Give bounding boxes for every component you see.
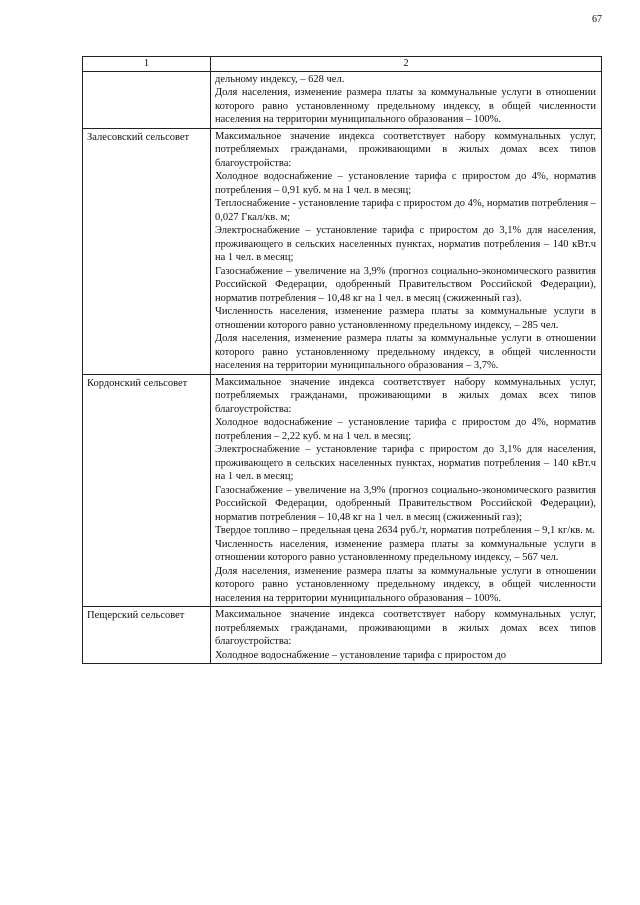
paragraph: Численность населения, изменение размера платы за коммунальные услуги в отношении которого равно установленному предельному индексу, – 567 чел.: [215, 538, 596, 563]
paragraph: Доля населения, изменение размера платы за коммунальные услуги в отношении которого равно установленному предельному индексу, в общей численности населения на территории муниципального образования – 3,7%.: [215, 333, 596, 371]
column-header-1: 1: [83, 57, 211, 72]
table-row: [83, 607, 602, 664]
table-row: [83, 128, 602, 374]
paragraph: Электроснабжение – установление тарифа с приростом до 3,1% для населения, проживающего в сельских населенных пунктах, норматив потребления – 140 кВт.ч на 1 чел. в месяц;: [215, 225, 596, 263]
paragraph: Холодное водоснабжение – установление тарифа с приростом до 4%, норматив потребления – 2,22 куб. м на 1 чел. в месяц;: [215, 417, 596, 442]
paragraph: Теплоснабжение - установление тарифа с приростом до 4%, норматив потребления – 0,027 Гкал/кв. м;: [215, 198, 596, 223]
page-number: 67: [592, 14, 602, 25]
municipality-description: [211, 128, 602, 374]
municipality-description: [211, 374, 602, 607]
paragraph: дельному индексу, – 628 чел.: [215, 73, 345, 85]
indices-table: [82, 56, 602, 664]
paragraph: Газоснабжение – увеличение на 3,9% (прогноз социально-экономического развития Российской Федерации, одобренный Правительством Российской Федерации), норматив потребления – 10,48 кг на 1 чел. в месяц (сжиженный газ);: [215, 484, 596, 523]
paragraph: Максимальное значение индекса соответствует набору коммунальных услуг, потребляемых гражданами, проживающими в жилых домах всех типов благоустройства:: [215, 609, 596, 647]
column-header-2: 2: [211, 57, 602, 72]
municipality-description: [211, 607, 602, 664]
table-row: [83, 71, 602, 128]
paragraph: Холодное водоснабжение – установление тарифа с приростом до: [215, 649, 507, 661]
municipality-name: Пещерский сельсовет: [83, 607, 211, 664]
table-row: [83, 374, 602, 607]
paragraph: Максимальное значение индекса соответствует набору коммунальных услуг, потребляемых гражданами, проживающими в жилых домах всех типов благоустройства:: [215, 130, 596, 169]
municipality-name: [83, 71, 211, 128]
paragraph: Твердое топливо – предельная цена 2634 руб./т, норматив потребления – 9,1 кг/кв. м.: [215, 525, 595, 536]
municipality-name: Кордонский сельсовет: [83, 374, 211, 607]
municipality-description: [211, 71, 602, 128]
paragraph: Доля населения, изменение размера платы за коммунальные услуги в отношении которого равно установленному предельному индексу, в общей численности населения на территории муниципального образования – 100%.: [215, 565, 596, 604]
paragraph: Доля населения, изменение размера платы за коммунальные услуги в отношении которого равно установленному предельному индексу, в общей численности населения на территории муниципального образования – 100%.: [215, 87, 596, 125]
paragraph: Максимальное значение индекса соответствует набору коммунальных услуг, потребляемых гражданами, проживающими в жилых домах всех типов благоустройства:: [215, 376, 596, 415]
paragraph: Газоснабжение – увеличение на 3,9% (прогноз социально-экономического развития Российской Федерации, одобренный Правительством Российской Федерации), норматив потребления – 10,48 кг на 1 чел. в месяц (сжиженный газ).: [215, 265, 596, 304]
table-header-row: [83, 57, 602, 72]
paragraph: Электроснабжение – установление тарифа с приростом до 3,1% для населения, проживающего в сельских населенных пунктах, норматив потребления – 140 кВт.ч на 1 чел. в месяц;: [215, 444, 596, 482]
paragraph: Холодное водоснабжение – установление тарифа с приростом до 4%, норматив потребления – 0,91 куб. м на 1 чел. в месяц;: [215, 171, 596, 196]
municipality-name: Залесовский сельсовет: [83, 128, 211, 374]
paragraph: Численность населения, изменение размера платы за коммунальные услуги в отношении которого равно установленному предельному индексу, – 285 чел.: [215, 306, 596, 331]
